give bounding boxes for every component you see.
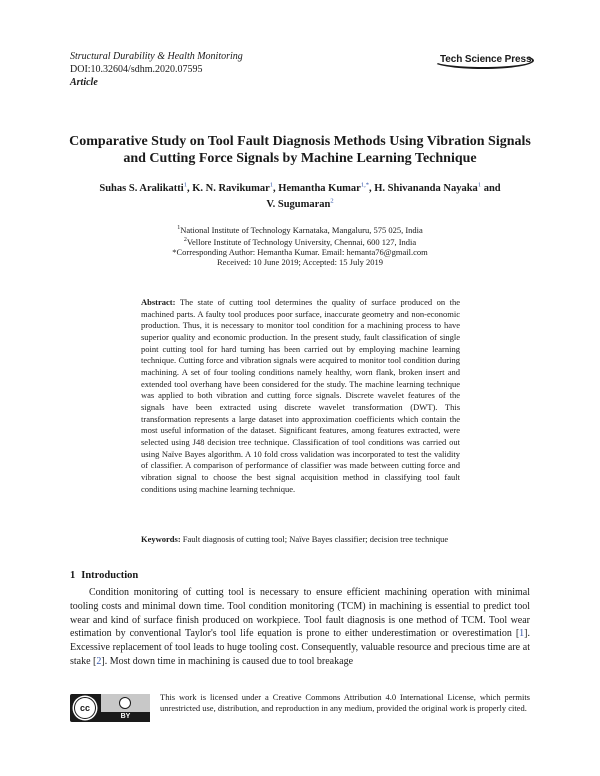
section-heading [70, 570, 138, 581]
cc-by-badge-icon[interactable] [70, 694, 150, 722]
author-affiliation-ref[interactable]: 1,* [360, 181, 369, 188]
article-type: Article [70, 77, 98, 88]
keywords-text: Fault diagnosis of cutting tool; Naïve Bayes classifier; decision tree technique [182, 534, 449, 544]
section-number: 1 [70, 570, 76, 581]
introduction-paragraph: Condition monitoring of cutting tool is necessary to ensure efficient machining operation with minimal tooling costs and minimal down time. Tool condition monitoring (TCM) in machining is essential to predict tool wear and kind of surface finish produced on workpiece. Tool fault diagnosis is one method of TCM. Tool wear estimation by conventional Taylor's tool life equation is prone to either underestimation or overestimation [1]. Excessive replacement of tool leads to huge tooling cost. Consequently, valuable resource and precious time are at stake [2]. Most down time in machining is caused due to tool breakage [70, 587, 530, 667]
section-title: Introduction [81, 570, 139, 581]
author-affiliation-ref[interactable]: 1 [269, 181, 274, 188]
author-affiliation-ref[interactable]: 2 [330, 197, 334, 205]
abstract-text: The state of cutting tool determines the quality of surface produced on the machined parts. A faulty tool produces poor surface, inaccurate geometry and non-economic production. Thus, it is necessary to monitor tool condition for a machining process to have superior quality and economic production. In the present study, fault classification of single point cutting tool for hard turning has been carried out by employing machine learning technique. Cutting force and vibration signals were acquired to monitor tool condition during machining. A set of four tooling conditions namely healthy, worn flank, broken insert and extended tool overhang have been considered for the study. The machine learning technique was applied to both vibration and cutting force signals. Discrete wavelet features of the signals have been extracted using discrete wavelet transformation (DWT). This transformation represents a large dataset into approximation coefficients which contain the most useful information of the dataset. Significant features, among features extracted, were selected using J48 decision tree technique. Classification of tool conditions was carried out using Naïve Bayes algorithm. A 10 fold cross validation was incorporated to test the validity of classifier. A comparison of performance of classifier was made between cutting force and vibration signal to choose the best signal acquisition method in classifying tool fault conditions using machine learning technique. [141, 297, 460, 494]
received-accepted-dates: Received: 10 June 2019; Accepted: 15 July 2019 [217, 256, 383, 267]
affiliations [100, 223, 500, 267]
by-label: BY [101, 712, 150, 722]
affiliation-2: $^2$Vellore Institute of Technology University, Chennai, 600 127, India [183, 236, 417, 247]
publisher-logo [432, 52, 534, 69]
author-affiliation-ref[interactable]: 1 [477, 181, 482, 188]
title-line-2: and Cutting Force Signals by Machine Learning Technique [123, 151, 477, 166]
keywords [141, 534, 460, 546]
author-affiliation-ref[interactable]: 1 [183, 181, 187, 188]
author: Hemantha Kumar$^{1,*}$, [278, 181, 375, 194]
journal-name: Structural Durability & Health Monitoring [70, 51, 243, 62]
author: V. Sugumaran$^2$ [266, 197, 334, 210]
attribution-person-icon [119, 697, 131, 709]
author-list [80, 178, 520, 211]
abstract-label: Abstract: [141, 297, 176, 307]
corresponding-author: *Corresponding Author: Hemantha Kumar. Email: hemanta76@gmail.com [172, 246, 428, 257]
author: K. N. Ravikumar$^1$, [192, 181, 279, 194]
citation-link[interactable]: 1 [519, 628, 525, 640]
title-line-1: Comparative Study on Tool Fault Diagnosis Methods Using Vibration Signals [69, 134, 531, 149]
cc-icon: cc [74, 697, 96, 719]
author: H. Shivananda Nayaka$^1$ and [374, 181, 501, 194]
paper-title [60, 133, 540, 167]
publisher-name: Tech Science Press [440, 54, 532, 65]
abstract [141, 297, 460, 495]
author: Suhas S. Aralikatti$^1$, [99, 181, 193, 194]
affiliation-1: $^1$National Institute of Technology Karnataka, Mangaluru, 575 025, India [177, 224, 423, 235]
license-text: This work is licensed under a Creative Commons Attribution 4.0 International License, which permits unrestricted use, distribution, and reproduction in any medium, provided the original work is properly cited. [160, 692, 530, 713]
keywords-label: Keywords: [141, 534, 181, 544]
journal-header [70, 50, 243, 89]
citation-link[interactable]: 2 [96, 655, 102, 667]
doi[interactable]: DOI:10.32604/sdhm.2020.07595 [70, 64, 203, 75]
